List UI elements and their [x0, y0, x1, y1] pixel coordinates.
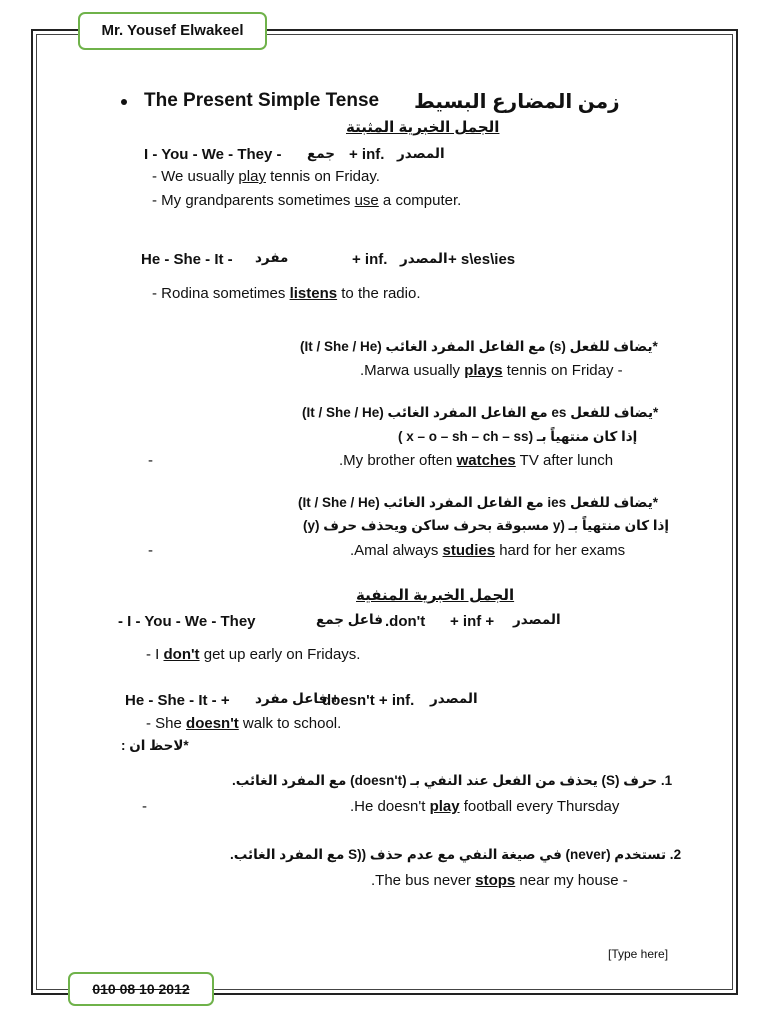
- example-i-dont: - I don't get up early on Fridays.: [146, 646, 361, 663]
- singular-inf: + inf.: [352, 251, 388, 268]
- example-dash-he-doesnt: -: [142, 798, 147, 815]
- title-english: The Present Simple Tense: [144, 90, 380, 111]
- title-arabic: زمن المضارع البسيط: [414, 91, 620, 113]
- note-label: *لاحظ ان :: [121, 738, 189, 753]
- rule-ies-condition: إذا كان منتهياً بـ (y مسبوقة بحرف ساكن ويحذف حرف (y): [303, 518, 670, 533]
- phone-tag: 010 08 10 2012: [68, 972, 214, 1006]
- rule-es-condition: إذا كان منتهياً بـ (x – o – sh – ch – ss ): [398, 429, 638, 444]
- neg-singular-fael-mufrad: + فاعل مفرد: [255, 691, 339, 706]
- example-dash-watches: -: [148, 452, 153, 469]
- rule-s: *يضاف للفعل (s) مع الفاعل المفرد الغائب (It / She / He): [300, 339, 658, 354]
- plural-subjects: I - You - We - They -: [144, 146, 282, 163]
- example-amal-studies: .Amal always studies hard for her exams: [350, 542, 626, 559]
- singular-mufrad-label: مفرد: [255, 250, 289, 265]
- example-she-doesnt: - She doesn't walk to school.: [146, 715, 342, 732]
- example-grandparents-use: - My grandparents sometimes use a computer.: [152, 192, 462, 209]
- neg-plural-fael-jam: فاعل جمع: [316, 612, 383, 627]
- example-he-doesnt-play: .He doesn't play football every Thursday: [350, 798, 620, 815]
- example-marwa-plays: .Marwa usually plays tennis on Friday -: [360, 362, 623, 379]
- neg-singular-masdar: المصدر: [430, 691, 478, 706]
- example-we-play: - We usually play tennis on Friday.: [152, 168, 380, 185]
- bullet-icon: [121, 99, 127, 105]
- neg-plural-masdar: المصدر: [513, 612, 561, 627]
- plural-jam-label: جمع: [307, 146, 336, 161]
- neg-singular-doesnt: doesn't + inf.: [322, 692, 415, 709]
- plural-masdar-label: المصدر: [397, 146, 445, 161]
- neg-singular-subjects: He - She - It - +: [125, 692, 230, 709]
- example-rodina-listens: - Rodina sometimes listens to the radio.: [152, 285, 421, 302]
- singular-subjects: He - She - It -: [141, 251, 233, 268]
- rule-es: *يضاف للفعل es مع الفاعل المفرد الغائب (It / She / He): [302, 405, 659, 420]
- neg-plural-inf: + inf +: [450, 613, 495, 630]
- neg-plural-subjects: - I - You - We - They: [118, 613, 256, 630]
- rule-ies: *يضاف للفعل ies مع الفاعل المفرد الغائب (It / She / He): [298, 495, 659, 510]
- author-tag: Mr. Yousef Elwakeel: [78, 12, 267, 50]
- note-2: 2. تستخدم (never) في صيغة النفي مع عدم حذف ((S مع المفرد الغائب.: [230, 847, 682, 862]
- example-brother-watches: .My brother often watches TV after lunch: [339, 452, 614, 469]
- affirmative-heading: الجمل الخبرية المثبتة: [346, 119, 500, 136]
- footer-placeholder: [Type here]: [608, 947, 669, 961]
- neg-plural-dont: .don't: [385, 613, 426, 630]
- example-bus-stops: .The bus never stops near my house -: [371, 872, 628, 889]
- singular-masdar-label: المصدر: [400, 251, 448, 266]
- example-dash-studies: -: [148, 542, 153, 559]
- singular-suffix: + s\es\ies: [448, 251, 516, 268]
- negative-heading: الجمل الخبرية المنفية: [356, 587, 515, 604]
- plural-inf: + inf.: [349, 146, 385, 163]
- note-1: 1. حرف (S) يحذف من الفعل عند النفي بـ (doesn't) مع المفرد الغائب.: [232, 773, 673, 788]
